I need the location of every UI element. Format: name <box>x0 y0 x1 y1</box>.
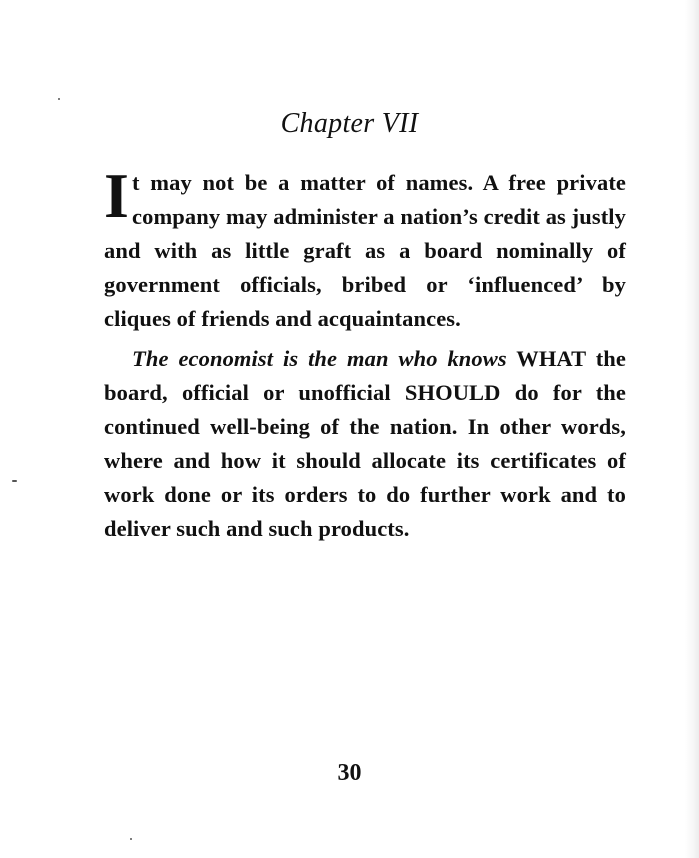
scan-speck <box>130 838 132 840</box>
paragraph-1 <box>104 160 626 336</box>
drop-cap: I <box>104 160 130 231</box>
paragraph-2-italic-lead: The economist is the man who knows <box>132 346 507 371</box>
scan-speck <box>12 480 17 482</box>
page-number: 30 <box>337 760 362 786</box>
scan-speck <box>58 98 60 100</box>
chapter-title: Chapter VII <box>280 108 419 139</box>
body-text <box>104 160 626 546</box>
paragraph-2-text: WHAT the board, official or unofficial SHOULD do for the continued well-being of the nation. In other words, where and how it should allocate its certificates of work done or its orders to do further work and to deliver such and such products. <box>104 346 626 541</box>
paragraph-2 <box>104 342 626 546</box>
paragraph-1-text: t may not be a matter of names. A free private company may administer a nation’s credit as justly and with as little graft as a board nominally of government officials, bribed or ‘influenced’ by cliques of friends and acquaintances. <box>104 170 626 331</box>
